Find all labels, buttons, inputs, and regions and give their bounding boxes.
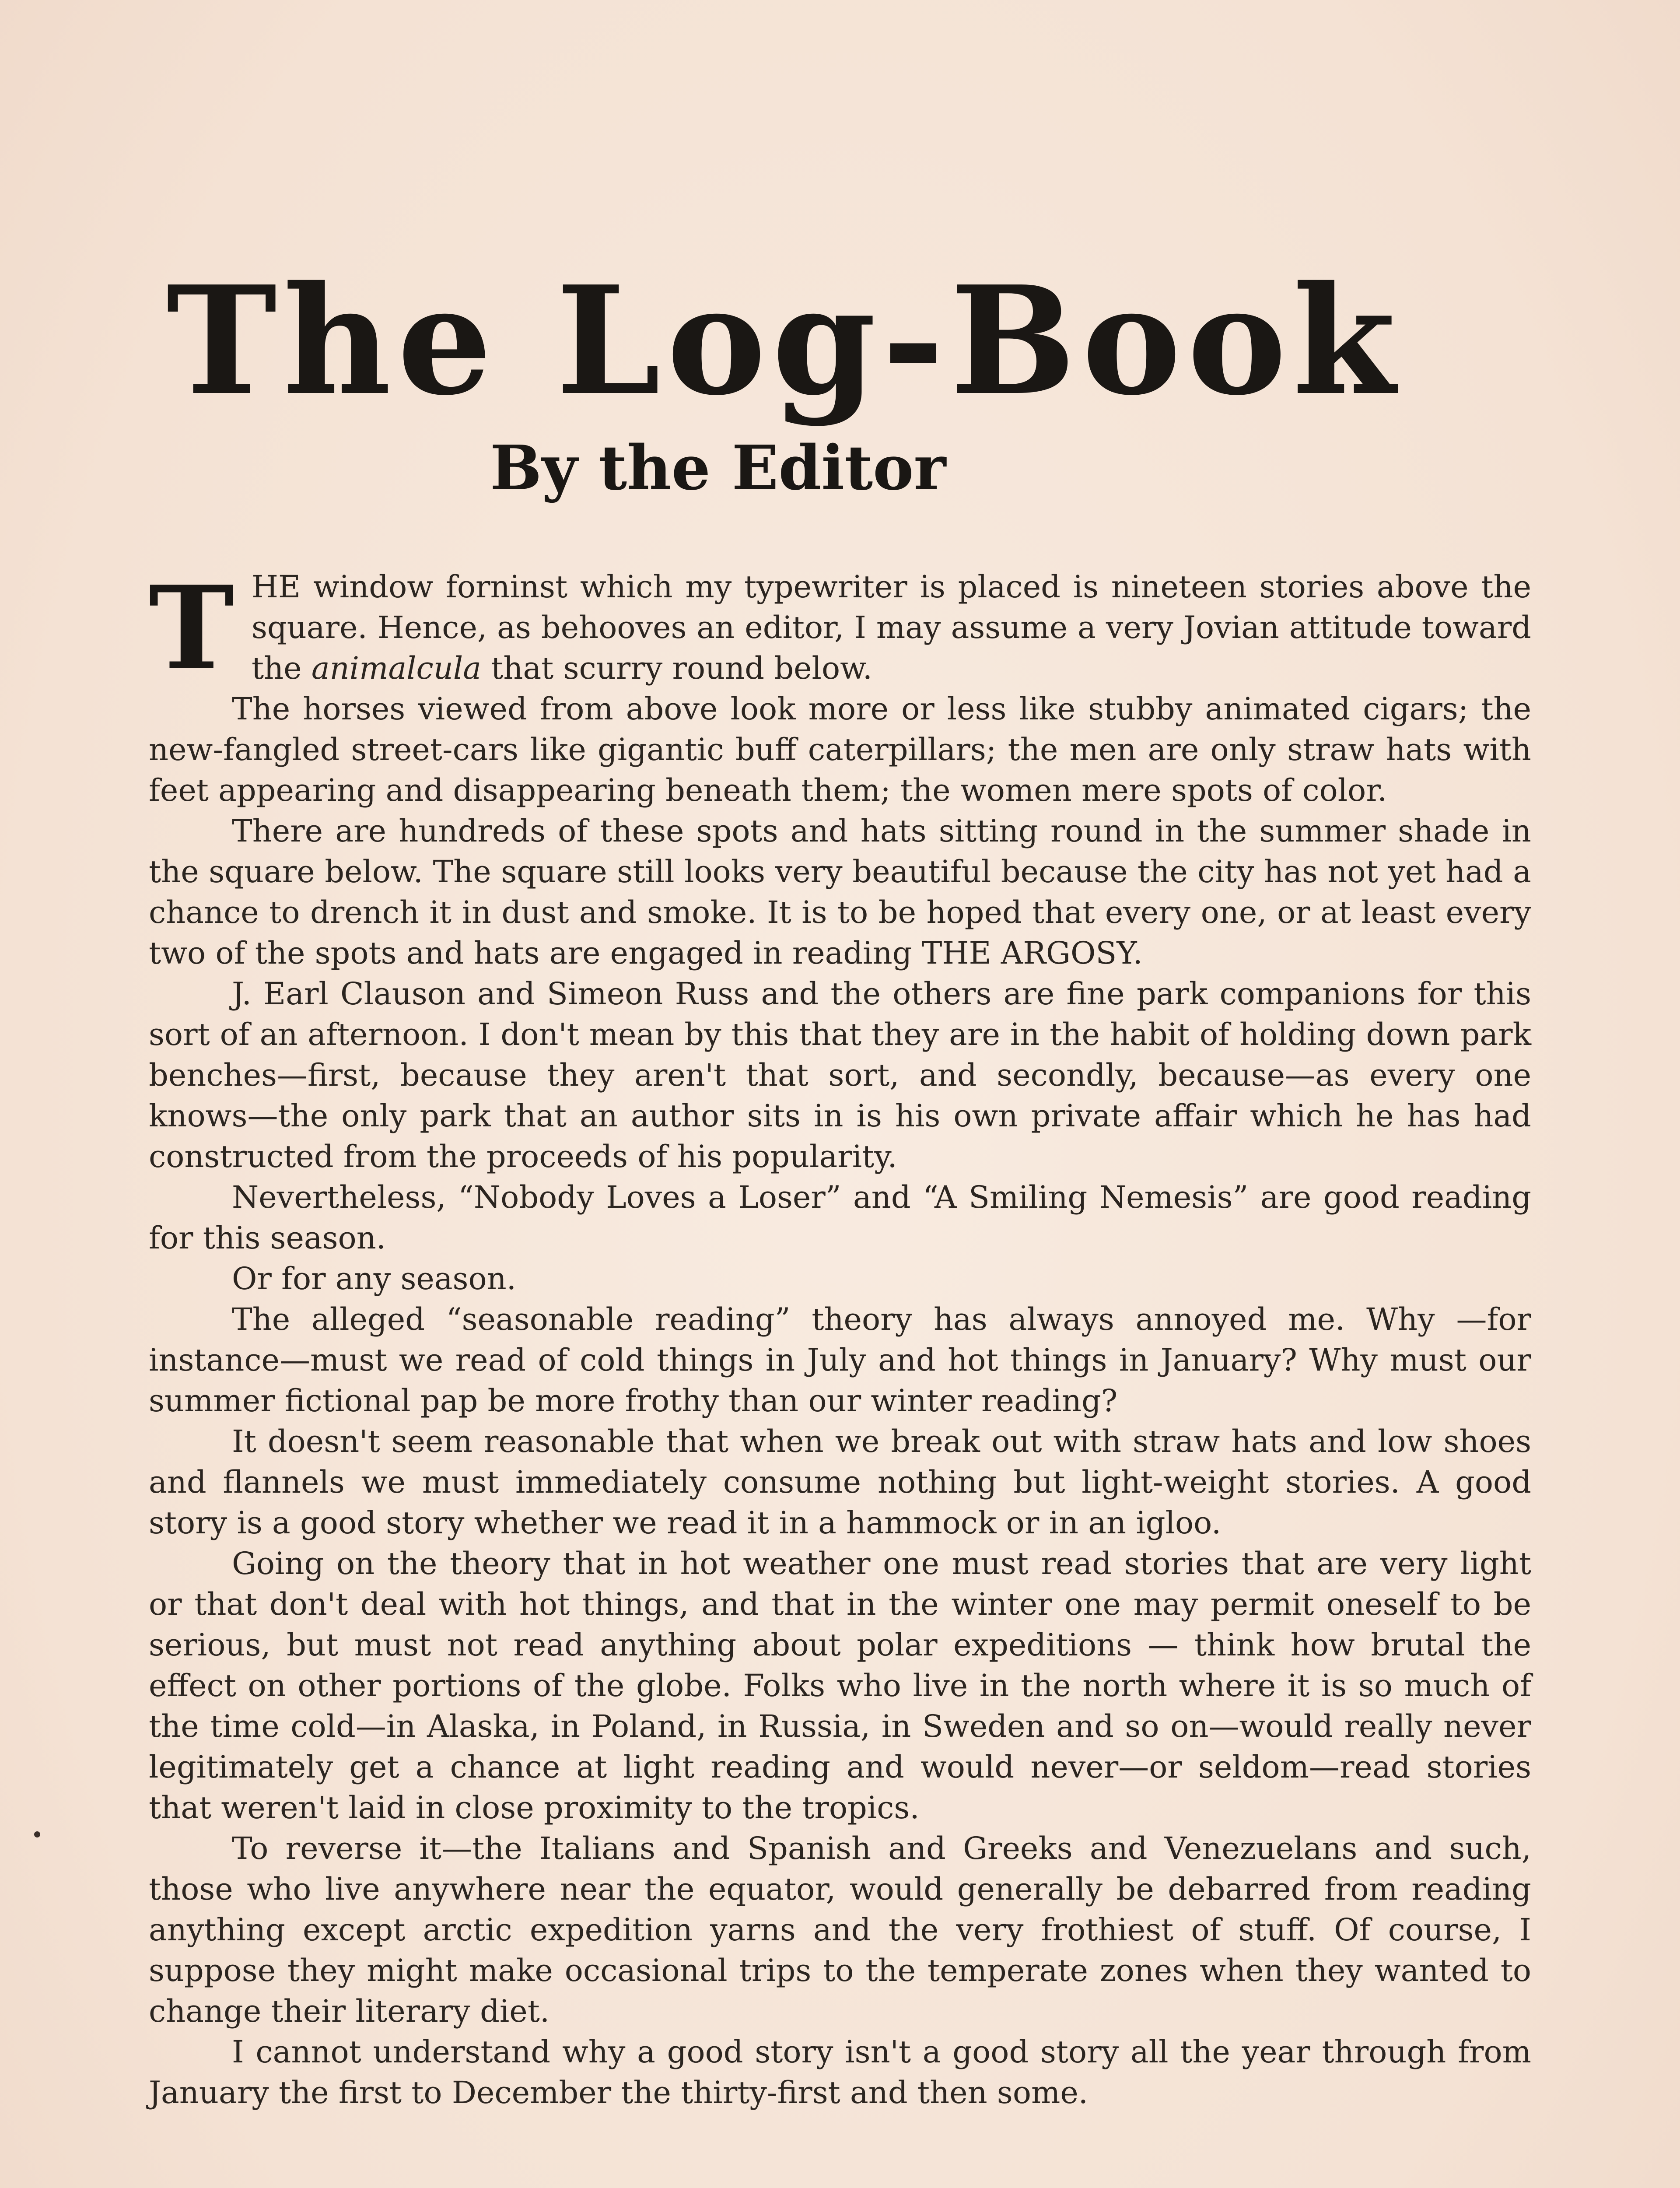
paragraph-3: There are hundreds of these spots and hats sitting round in the summer shade in the square below. The square still looks very beautiful because the city has not yet had a chance to drench it in dust and smoke. It is to be hoped that every one, or at least every two of the spots and hats are engaged in reading THE ARGOSY.	[149, 813, 1531, 971]
article-body	[149, 561, 1531, 2113]
paragraph-2: The horses viewed from above look more or less like stubby animated cigars; the new-fangled street-cars like gigantic buff caterpillars; the men are only straw hats with feet appearing and disappearing beneath them; the women mere spots of color.	[149, 691, 1531, 808]
paragraph-9: Going on the theory that in hot weather one must read stories that are very light or that don't deal with hot things, and that in the winter one may permit oneself to be serious, but must not read anything about polar expeditions — think how brutal the effect on other portions of the globe. Folks who live in the north where it is so much of the time cold—in Alaska, in Poland, in Russia, in Sweden and so on—would really never legitimately get a chance at light reading and would never—or seldom—read stories that weren't laid in close proximity to the tropics.	[149, 1546, 1531, 1826]
paragraph-8: It doesn't seem reasonable that when we break out with straw hats and low shoes and flannels we must immediately consume nothing but light-weight stories. A good story is a good story whether we read it in a hammock or in an igloo.	[149, 1424, 1531, 1541]
paragraph-7: The alleged “seasonable reading” theory has always annoyed me. Why —for instance—must we read of cold things in July and hot things in January? Why must our summer fictional pap be more frothy than our winter reading?	[149, 1301, 1531, 1419]
paragraph-1-lead: HE window forninst which my typewriter is placed is nineteen stories above the square. Hence, as behooves an editor, I may assume a very Jovian attitude toward the	[251, 569, 1531, 686]
paragraph-10: To reverse it—the Italians and Spanish and Greeks and Venezuelans and such, those who live anywhere near the equator, would generally be debarred from reading anything except arctic expedition yarns and the very frothiest of stuff. Of course, I suppose they might make occasional trips to the temperate zones when they wanted to change their literary diet.	[149, 1830, 1531, 2029]
paragraph-1	[149, 561, 1531, 695]
paragraph-4: J. Earl Clauson and Simeon Russ and the others are fine park companions for this sort of an afternoon. I don't mean by this that they are in the habit of holding down park benches—first, because they aren't that sort, and secondly, because—as every one knows—the only park that an author sits in is his own private affair which he has had constructed from the proceeds of his popularity.	[149, 976, 1531, 1175]
margin-ink-dot	[34, 1831, 40, 1837]
page-title: The Log-Book	[166, 254, 1402, 428]
paragraph-6: Or for any season.	[232, 1261, 516, 1297]
drop-cap: T	[149, 561, 234, 695]
byline: By the Editor	[490, 432, 946, 504]
paragraph-5: Nevertheless, “Nobody Loves a Loser” and “A Smiling Nemesis” are good reading for this season.	[149, 1179, 1531, 1256]
italic-term: animalcula	[311, 650, 481, 686]
paragraph-1-tail: that scurry round below.	[481, 650, 872, 686]
paragraph-11: I cannot understand why a good story isn't a good story all the year through from January the first to December the thirty-first and then some.	[149, 2034, 1531, 2111]
